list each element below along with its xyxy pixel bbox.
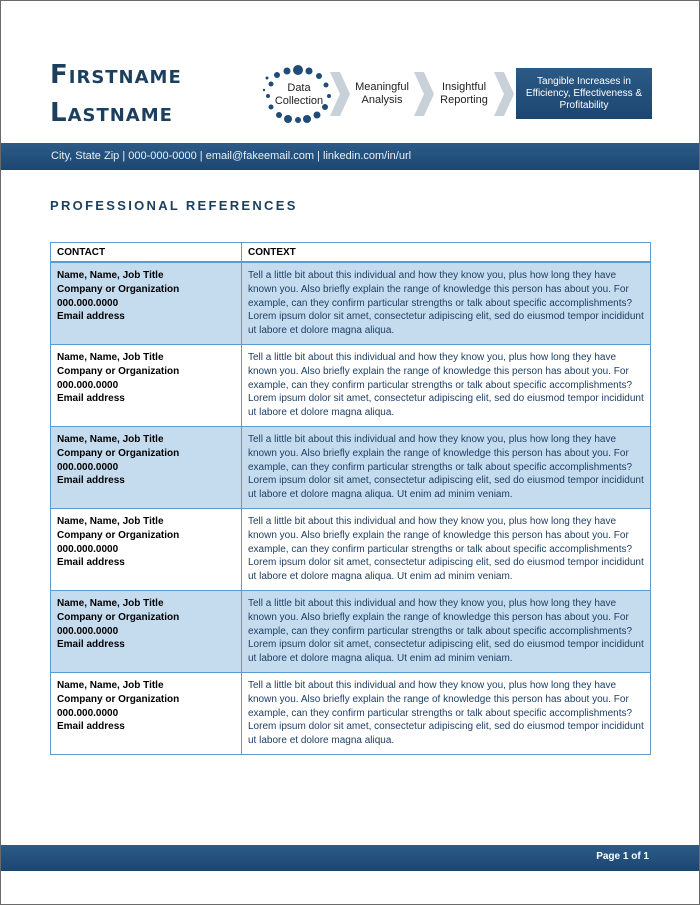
contact-line: City, State Zip | 000-000-0000 | email@fakeemail.com | linkedin.com/in/url — [51, 150, 412, 162]
reference-company: Company or Organization — [57, 693, 180, 705]
last-name: Lastname — [50, 98, 173, 128]
reference-email: Email address — [57, 475, 125, 487]
reference-name: Name, Name, Job Title — [57, 433, 164, 445]
reference-company: Company or Organization — [57, 447, 180, 459]
reference-company: Company or Organization — [57, 365, 180, 377]
reference-name: Name, Name, Job Title — [57, 597, 164, 609]
reference-name: Name, Name, Job Title — [57, 679, 164, 691]
table-row — [51, 262, 651, 344]
chevron-right-icon — [330, 72, 350, 116]
contact-cell — [51, 344, 242, 426]
table-header-row — [51, 243, 651, 263]
reference-email: Email address — [57, 393, 125, 405]
table-row — [51, 590, 651, 672]
reference-phone: 000.000.0000 — [57, 707, 119, 719]
reference-phone: 000.000.0000 — [57, 461, 119, 473]
reference-company: Company or Organization — [57, 611, 180, 623]
reference-email: Email address — [57, 639, 125, 651]
reference-name: Name, Name, Job Title — [57, 515, 164, 527]
chevron-right-icon — [494, 72, 514, 116]
column-header-context: CONTEXT — [242, 243, 651, 263]
candidate-name — [50, 56, 182, 132]
reference-phone: 000.000.0000 — [57, 379, 119, 391]
reference-phone: 000.000.0000 — [57, 625, 119, 637]
table-row — [51, 508, 651, 590]
contact-cell — [51, 262, 242, 344]
column-header-contact: CONTACT — [51, 243, 242, 263]
table-row — [51, 672, 651, 754]
step-data-collection: Data Collection — [274, 82, 324, 107]
reference-email: Email address — [57, 557, 125, 569]
context-cell: Tell a little bit about this individual and how they know you, plus how long they have known you. Also briefly explain the range of knowledge this person has about you. For example, can they confirm particular strengths or talk about specific accomplishments? Lorem ipsum dolor sit amet, consectetur adipiscing elit, sed do eiusmod tempor incididunt ut labore et dolore magna aliqua. Ut enim ad minim veniam. — [242, 426, 651, 508]
contact-cell — [51, 426, 242, 508]
reference-email: Email address — [57, 721, 125, 733]
table-row — [51, 344, 651, 426]
reference-company: Company or Organization — [57, 529, 180, 541]
reference-phone: 000.000.0000 — [57, 543, 119, 555]
reference-phone: 000.000.0000 — [57, 297, 119, 309]
first-name: Firstname — [50, 60, 182, 90]
step-meaningful-analysis: Meaningful Analysis — [355, 81, 409, 106]
contact-bar — [1, 143, 699, 170]
footer-bar — [1, 845, 699, 871]
section-title: PROFESSIONAL REFERENCES — [50, 198, 298, 213]
context-cell: Tell a little bit about this individual and how they know you, plus how long they have known you. Also briefly explain the range of knowledge this person has about you. For example, can they confirm particular strengths or talk about specific accomplishments? Lorem ipsum dolor sit amet, consectetur adipiscing elit, sed do eiusmod tempor incididunt ut labore et dolore magna aliqua. — [242, 344, 651, 426]
reference-company: Company or Organization — [57, 283, 180, 295]
chevron-right-icon — [414, 72, 434, 116]
context-cell: Tell a little bit about this individual and how they know you, plus how long they have known you. Also briefly explain the range of knowledge this person has about you. For example, can they confirm particular strengths or talk about specific accomplishments? Lorem ipsum dolor sit amet, consectetur adipiscing elit, sed do eiusmod tempor incididunt ut labore et dolore magna aliqua. Ut enim ad minim veniam. — [242, 590, 651, 672]
context-cell: Tell a little bit about this individual and how they know you, plus how long they have known you. Also briefly explain the range of knowledge this person has about you. For example, can they confirm particular strengths or talk about specific accomplishments? Lorem ipsum dolor sit amet, consectetur adipiscing elit, sed do eiusmod tempor incididunt ut labore et dolore magna aliqua. — [242, 672, 651, 754]
context-cell: Tell a little bit about this individual and how they know you, plus how long they have known you. Also briefly explain the range of knowledge this person has about you. For example, can they confirm particular strengths or talk about specific accomplishments? Lorem ipsum dolor sit amet, consectetur adipiscing elit, sed do eiusmod tempor incididunt ut labore et dolore magna aliqua. Ut enim ad minim veniam. — [242, 508, 651, 590]
page-number: Page 1 of 1 — [596, 851, 649, 862]
reference-name: Name, Name, Job Title — [57, 351, 164, 363]
contact-cell — [51, 672, 242, 754]
step-insightful-reporting: Insightful Reporting — [440, 81, 488, 106]
outcome-text: Tangible Increases in Efficiency, Effectiveness & Profitability — [525, 75, 643, 111]
contact-cell — [51, 508, 242, 590]
reference-email: Email address — [57, 311, 125, 323]
reference-name: Name, Name, Job Title — [57, 270, 164, 281]
contact-cell — [51, 590, 242, 672]
outcome-box — [516, 68, 652, 119]
context-cell: Tell a little bit about this individual and how they know you, plus how long they have known you. Also briefly explain the range of knowledge this person has about you. For example, can they confirm particular strengths or talk about specific accomplishments? Lorem ipsum dolor sit amet, consectetur adipiscing elit, sed do eiusmod tempor incididunt ut labore et dolore magna aliqua. — [242, 262, 651, 344]
table-row — [51, 426, 651, 508]
references-table — [50, 242, 651, 755]
